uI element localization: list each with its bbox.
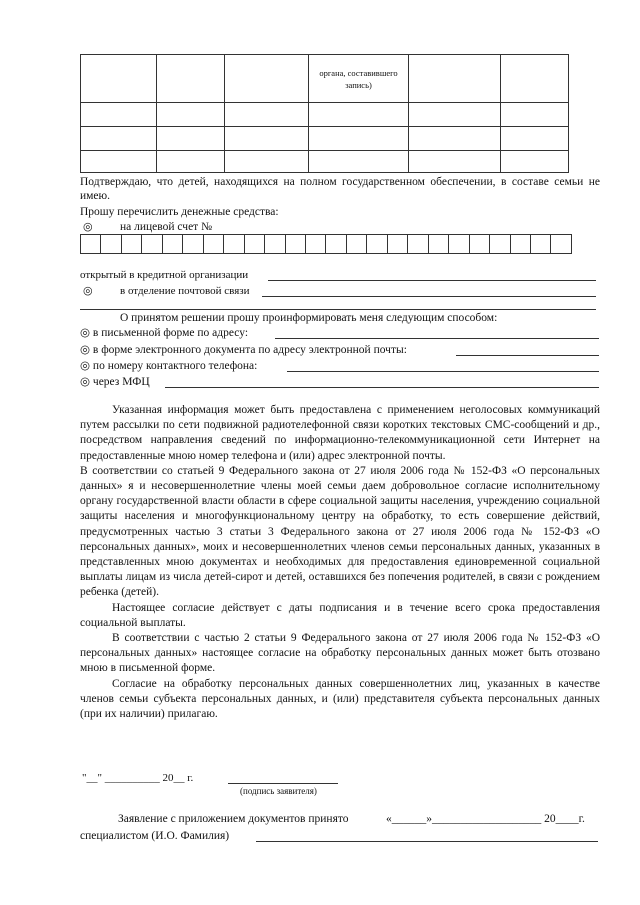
table-header-cell: органа, составившего запись) bbox=[309, 55, 409, 103]
table-row bbox=[81, 127, 569, 151]
account-digit-cell[interactable] bbox=[408, 235, 428, 254]
notify-option-2[interactable] bbox=[80, 343, 407, 357]
notify-option-3[interactable] bbox=[80, 359, 257, 373]
specialist-label: специалистом (И.О. Фамилия) bbox=[80, 830, 230, 842]
table-cell[interactable] bbox=[157, 55, 225, 103]
notify-option-label: через МФЦ bbox=[92, 376, 150, 388]
account-digit-cell[interactable] bbox=[387, 235, 407, 254]
notify-option-label: по номеру контактного телефона: bbox=[92, 360, 258, 372]
table-cell[interactable] bbox=[157, 103, 225, 127]
mfc-field[interactable] bbox=[165, 387, 599, 388]
paragraph-info: Указанная информация может быть предоставлена с применением неголосовых коммуникаций путем рассылки по сети подвижной радиотелефонной связи коротких текстовых СМС-сообщений и др., посредством направления сведений по информационно-телекоммуникационной сети Интернет на предоставленные мною номер телефона и (или) адрес электронной почты. bbox=[80, 404, 600, 462]
table-cell[interactable] bbox=[409, 55, 501, 103]
table-cell[interactable] bbox=[81, 55, 157, 103]
specialist-field[interactable] bbox=[256, 841, 598, 842]
account-digit-cell[interactable] bbox=[224, 235, 244, 254]
table-cell[interactable] bbox=[501, 103, 569, 127]
table-row bbox=[81, 151, 569, 173]
radio-icon[interactable]: ◎ bbox=[80, 344, 91, 356]
paragraph-attachment: Согласие на обработку персональных данных совершеннолетних лиц, указанных в качестве членов семьи субъекта персональных данных, и (или) представителя субъекта персональных данных (при их наличии) прилагаю. bbox=[80, 677, 600, 721]
radio-icon[interactable]: ◎ bbox=[80, 360, 91, 372]
radio-account-icon[interactable]: ◎ bbox=[83, 221, 93, 233]
notify-option-1[interactable] bbox=[80, 326, 248, 340]
account-digit-cell[interactable] bbox=[510, 235, 530, 254]
table-cell[interactable] bbox=[501, 151, 569, 173]
signature-field[interactable] bbox=[228, 783, 338, 784]
phone-field[interactable] bbox=[287, 371, 599, 372]
account-digit-cell[interactable] bbox=[346, 235, 366, 254]
account-digit-cell[interactable] bbox=[551, 235, 572, 254]
radio-icon[interactable]: ◎ bbox=[80, 327, 91, 339]
notify-option-label: в форме электронного документа по адресу электронной почты: bbox=[92, 344, 407, 356]
table-cell[interactable] bbox=[309, 151, 409, 173]
table-cell[interactable] bbox=[225, 103, 309, 127]
notify-option-label: в письменной форме по адресу: bbox=[92, 327, 249, 339]
table-cell[interactable] bbox=[81, 127, 157, 151]
account-digit-cell[interactable] bbox=[265, 235, 285, 254]
table-row bbox=[81, 55, 569, 103]
paragraph-validity: Настоящее согласие действует с даты подписания и в течение всего срока предоставления социальной выплаты. bbox=[80, 601, 600, 629]
paragraph-revocation: В соответствии с частью 2 статьи 9 Федерального закона от 27 июля 2006 года № 152-ФЗ «О персональных данных» настоящее согласие на обработку персональных данных может быть отозвано мною в письменной форме. bbox=[80, 632, 600, 675]
table-cell[interactable] bbox=[81, 103, 157, 127]
radio-icon[interactable]: ◎ bbox=[80, 376, 91, 388]
table-cell[interactable] bbox=[225, 151, 309, 173]
paragraph-consent: В соответствии со статьей 9 Федерального закона от 27 июля 2006 года № 152-ФЗ «О персональных данных» я и несовершеннолетние члены моей семьи даем добровольное согласие исполнительному органу государственной власти области в сфере социальной защиты населения, учреждению социальной защиты населения и многофункциональному центру на обработку, то есть совершение действий, предусмотренных частью 3 статьи 3 Федерального закона от 27 июля 2006 года № 152-ФЗ «О персональных данных», моих и несовершеннолетних членов семьи персональных данных, указанных в представленных мною документах и необходимых для предоставления единовременной социальной выплаты лицам из числа детей-сирот и детей, оставшихся без попечения родителей, в связи с рождением ребенка (детей). bbox=[80, 464, 600, 599]
table-cell[interactable] bbox=[157, 127, 225, 151]
signature-date[interactable]: "__" __________ 20__ г. bbox=[82, 772, 194, 784]
signature-caption: (подпись заявителя) bbox=[240, 786, 317, 796]
table-cell[interactable] bbox=[225, 127, 309, 151]
table-cell[interactable] bbox=[501, 127, 569, 151]
account-digit-cell[interactable] bbox=[449, 235, 469, 254]
account-digit-cell[interactable] bbox=[285, 235, 305, 254]
account-digit-cell[interactable] bbox=[81, 235, 101, 254]
account-digit-cell[interactable] bbox=[530, 235, 550, 254]
table-cell[interactable] bbox=[409, 127, 501, 151]
account-digit-cell[interactable] bbox=[101, 235, 121, 254]
table-row bbox=[81, 103, 569, 127]
account-digit-cell[interactable] bbox=[490, 235, 510, 254]
table-cell[interactable] bbox=[157, 151, 225, 173]
radio-post-icon[interactable]: ◎ bbox=[83, 285, 93, 297]
post-field-extra[interactable] bbox=[80, 309, 596, 310]
bank-label: открытый в кредитной организации bbox=[80, 269, 249, 281]
account-digit-cell[interactable] bbox=[326, 235, 346, 254]
bank-field[interactable] bbox=[268, 280, 596, 281]
account-digit-cell[interactable] bbox=[121, 235, 141, 254]
account-digit-cell[interactable] bbox=[142, 235, 162, 254]
post-field[interactable] bbox=[262, 296, 596, 297]
acceptance-text: Заявление с приложением документов принято bbox=[118, 813, 349, 825]
table-cell[interactable] bbox=[501, 55, 569, 103]
notify-heading: О принятом решении прошу проинформировать меня следующим способом: bbox=[120, 312, 498, 324]
account-digit-cell[interactable] bbox=[244, 235, 264, 254]
table-cell[interactable] bbox=[309, 103, 409, 127]
table-cell[interactable] bbox=[409, 103, 501, 127]
account-digit-cell[interactable] bbox=[469, 235, 489, 254]
account-digit-cell[interactable] bbox=[183, 235, 203, 254]
acceptance-date[interactable]: «______»___________________ 20____г. bbox=[386, 813, 585, 825]
post-label: в отделение почтовой связи bbox=[120, 285, 250, 297]
table-cell[interactable] bbox=[81, 151, 157, 173]
account-digit-cell[interactable] bbox=[305, 235, 325, 254]
account-digit-cell[interactable] bbox=[428, 235, 448, 254]
transfer-heading: Прошу перечислить денежные средства: bbox=[80, 206, 279, 218]
consent-text bbox=[80, 403, 600, 722]
email-field[interactable] bbox=[456, 355, 599, 356]
address-field[interactable] bbox=[275, 338, 599, 339]
confirm-text: Подтверждаю, что детей, находящихся на полном государственном обеспечении, в составе семьи не имею. bbox=[80, 176, 600, 202]
account-digit-cell[interactable] bbox=[162, 235, 182, 254]
account-label: на лицевой счет № bbox=[120, 221, 213, 233]
notify-option-4[interactable] bbox=[80, 375, 150, 389]
records-table bbox=[80, 54, 569, 173]
table-cell[interactable] bbox=[309, 127, 409, 151]
account-digit-cell[interactable] bbox=[367, 235, 387, 254]
table-cell[interactable] bbox=[225, 55, 309, 103]
account-number-grid bbox=[80, 234, 572, 254]
account-digit-cell[interactable] bbox=[203, 235, 223, 254]
table-cell[interactable] bbox=[409, 151, 501, 173]
